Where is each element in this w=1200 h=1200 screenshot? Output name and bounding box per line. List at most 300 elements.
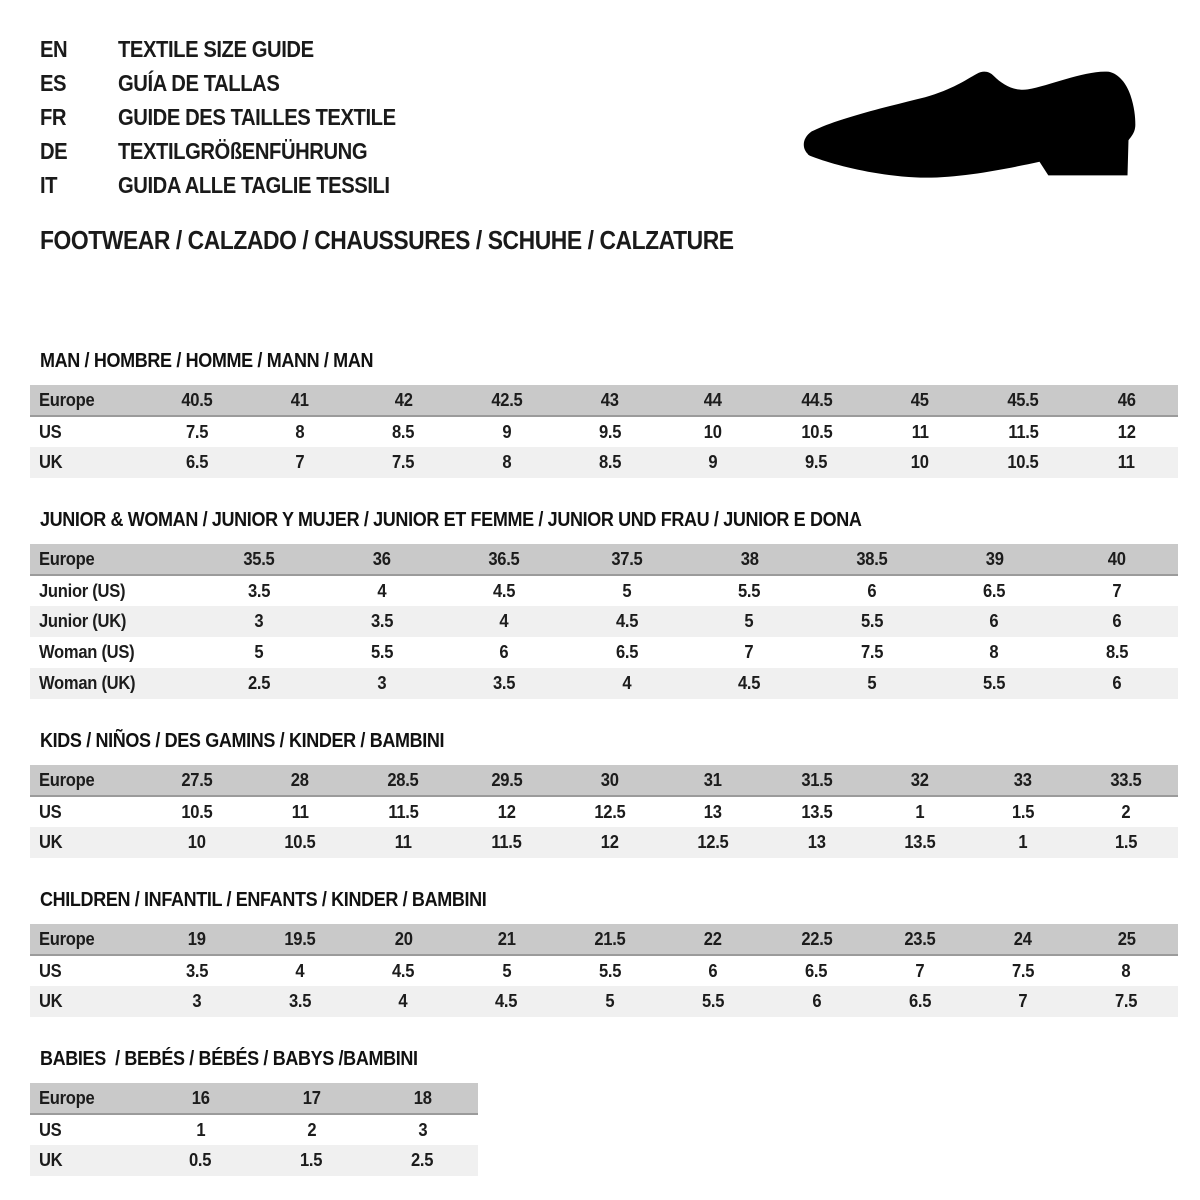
category-heading-text: FOOTWEAR / CALZADO / CHAUSSURES / SCHUHE / CALZATURE <box>40 225 734 255</box>
size-cell <box>321 606 444 637</box>
language-code-text: IT <box>40 171 58 198</box>
size-cell <box>352 796 455 827</box>
size-value: 19 <box>187 928 206 949</box>
size-table-kids <box>30 765 1178 858</box>
size-cell <box>443 544 566 575</box>
size-value: 5 <box>605 991 615 1011</box>
size-value: 11 <box>394 832 412 852</box>
size-cell <box>367 1114 478 1145</box>
row-label-cell <box>30 544 198 575</box>
size-cell <box>765 955 868 986</box>
size-cell <box>971 385 1074 416</box>
size-value: 11.5 <box>1007 421 1039 442</box>
row-label-cell <box>30 796 145 827</box>
size-value: 33 <box>1014 769 1032 790</box>
size-value: 2.5 <box>411 1150 434 1170</box>
size-cell <box>248 924 351 955</box>
table-body <box>30 544 1178 699</box>
size-value: 45 <box>910 389 929 410</box>
size-value: 8.5 <box>598 452 621 472</box>
size-cell <box>1056 637 1179 668</box>
language-label <box>118 70 301 97</box>
size-value: 7.5 <box>1011 960 1035 981</box>
size-cell <box>765 796 868 827</box>
size-cell <box>661 447 764 478</box>
size-value: 12 <box>600 832 619 852</box>
size-value: 8 <box>1121 960 1131 981</box>
size-cell <box>566 668 689 699</box>
table-row <box>30 606 1178 637</box>
size-value: 5 <box>744 611 754 631</box>
size-value: 7 <box>1018 991 1028 1011</box>
size-cell <box>933 637 1056 668</box>
size-table-section-kids <box>30 730 1200 858</box>
size-cell <box>661 924 764 955</box>
size-cell <box>566 575 689 606</box>
size-value: 3 <box>418 1119 427 1140</box>
size-value: 4 <box>499 611 509 631</box>
size-table-section-children <box>30 889 1200 1017</box>
size-value: 7 <box>1112 580 1122 601</box>
size-cell <box>1075 416 1178 447</box>
size-cell <box>455 385 558 416</box>
size-value: 9.5 <box>598 421 621 442</box>
language-code-text: EN <box>40 35 68 62</box>
size-cell <box>661 416 764 447</box>
size-value: 6 <box>1112 673 1122 693</box>
size-cell <box>145 416 248 447</box>
size-cell <box>661 827 764 858</box>
table-title-text: MAN / HOMBRE / HOMME / MANN / MAN <box>40 350 374 372</box>
size-cell <box>765 765 868 796</box>
size-value: 21 <box>497 928 516 949</box>
size-cell <box>352 955 455 986</box>
size-cell <box>198 637 321 668</box>
size-value: 12 <box>497 801 516 822</box>
row-label-cell <box>30 606 198 637</box>
language-label <box>118 104 434 131</box>
size-cell <box>688 668 811 699</box>
size-value: 4.5 <box>495 991 518 1011</box>
size-cell <box>558 827 661 858</box>
size-cell <box>1075 796 1178 827</box>
size-cell <box>455 827 558 858</box>
size-value: 1 <box>1018 832 1028 852</box>
size-table-section-babies <box>30 1048 1200 1176</box>
row-label-cell <box>30 637 198 668</box>
size-value: 20 <box>394 928 413 949</box>
table-row <box>30 924 1178 955</box>
size-value: 19.5 <box>284 928 316 949</box>
size-cell <box>367 1145 478 1176</box>
size-value: 35.5 <box>243 548 275 569</box>
size-cell <box>933 544 1056 575</box>
size-cell <box>765 385 868 416</box>
row-label-text: Junior (US) <box>39 580 126 601</box>
size-value: 16 <box>191 1087 210 1108</box>
size-cell <box>661 955 764 986</box>
size-value: 7.5 <box>1115 991 1138 1011</box>
size-value: 5 <box>254 642 264 662</box>
language-label-text: GUÍA DE TALLAS <box>118 69 280 96</box>
size-cell <box>1056 606 1179 637</box>
size-cell <box>248 385 351 416</box>
size-cell <box>145 765 248 796</box>
size-cell <box>443 575 566 606</box>
size-cell <box>455 796 558 827</box>
size-value: 4 <box>377 580 387 601</box>
size-cell <box>971 955 1074 986</box>
size-cell <box>566 606 689 637</box>
size-value: 9.5 <box>805 452 828 472</box>
size-cell <box>558 385 661 416</box>
size-cell <box>248 416 351 447</box>
size-value: 12.5 <box>594 801 626 822</box>
size-cell <box>367 1083 478 1114</box>
size-cell <box>443 637 566 668</box>
row-label-text: UK <box>39 832 63 852</box>
size-cell <box>145 1114 256 1145</box>
table-body <box>30 1083 478 1176</box>
size-value: 24 <box>1014 928 1032 949</box>
size-cell <box>248 447 351 478</box>
size-table-children <box>30 924 1178 1017</box>
row-label-text: Europe <box>39 548 95 569</box>
row-label-text: Woman (US) <box>39 642 135 662</box>
size-value: 11.5 <box>388 801 419 822</box>
size-value: 42 <box>394 389 413 410</box>
size-value: 4.5 <box>392 960 415 981</box>
row-label-text: UK <box>39 991 63 1011</box>
size-value: 2 <box>307 1119 316 1140</box>
size-value: 5 <box>867 673 877 693</box>
size-cell <box>352 385 455 416</box>
size-cell <box>661 385 764 416</box>
size-value: 10 <box>910 452 929 472</box>
size-value: 38 <box>740 548 759 569</box>
shoe-icon <box>798 60 1150 197</box>
size-value: 36.5 <box>488 548 520 569</box>
row-label-text: Europe <box>39 769 95 790</box>
size-cell <box>933 575 1056 606</box>
size-cell <box>811 668 934 699</box>
size-cell <box>1056 668 1179 699</box>
size-value: 42.5 <box>490 389 523 410</box>
size-value: 3.5 <box>493 673 516 693</box>
size-cell <box>145 796 248 827</box>
size-cell <box>256 1145 367 1176</box>
size-cell <box>321 668 444 699</box>
size-value: 3 <box>377 673 387 693</box>
size-value: 5.5 <box>598 960 621 981</box>
size-value: 28.5 <box>387 769 419 790</box>
size-cell <box>688 637 811 668</box>
size-value: 11 <box>1117 452 1135 472</box>
size-value: 10.5 <box>181 801 213 822</box>
size-value: 6.5 <box>805 960 828 981</box>
size-cell <box>248 986 351 1017</box>
table-row <box>30 416 1178 447</box>
size-value: 10 <box>187 832 206 852</box>
size-cell <box>971 827 1074 858</box>
size-value: 4.5 <box>493 580 516 601</box>
size-cell <box>352 924 455 955</box>
size-value: 17 <box>302 1087 321 1108</box>
size-cell <box>352 986 455 1017</box>
size-cell <box>558 796 661 827</box>
size-value: 40.5 <box>181 389 213 410</box>
size-cell <box>352 827 455 858</box>
size-value: 3 <box>192 991 202 1011</box>
language-label-text: GUIDA ALLE TAGLIE TESSILI <box>118 171 390 198</box>
size-value: 46 <box>1117 389 1136 410</box>
table-title-text: KIDS / NIÑOS / DES GAMINS / KINDER / BAMBINI <box>40 730 445 752</box>
size-value: 1.5 <box>1115 832 1138 852</box>
size-value: 6 <box>708 960 718 981</box>
row-label-cell <box>30 385 145 416</box>
size-cell <box>248 796 351 827</box>
size-cell <box>321 637 444 668</box>
size-value: 8 <box>989 642 999 662</box>
size-value: 13 <box>807 832 826 852</box>
table-row <box>30 637 1178 668</box>
size-cell <box>1075 955 1178 986</box>
size-cell <box>1075 924 1178 955</box>
size-cell <box>765 416 868 447</box>
language-code <box>40 104 118 131</box>
size-cell <box>765 924 868 955</box>
size-value: 13.5 <box>904 832 936 852</box>
language-code <box>40 172 118 199</box>
size-cell <box>868 416 971 447</box>
row-label-text: UK <box>39 452 63 472</box>
size-cell <box>765 986 868 1017</box>
table-row <box>30 447 1178 478</box>
size-cell <box>145 385 248 416</box>
size-value: 6.5 <box>983 580 1006 601</box>
size-value: 43 <box>600 389 619 410</box>
size-cell <box>688 544 811 575</box>
size-value: 5.5 <box>738 580 761 601</box>
size-cell <box>811 575 934 606</box>
size-value: 3.5 <box>248 580 271 601</box>
size-value: 41 <box>291 389 309 410</box>
size-cell <box>1075 385 1178 416</box>
row-label-text: US <box>39 1119 62 1140</box>
size-value: 3 <box>254 611 264 631</box>
size-value: 8.5 <box>392 421 415 442</box>
row-label-text: Junior (UK) <box>39 611 127 631</box>
table-row <box>30 986 1178 1017</box>
size-value: 12 <box>1117 421 1136 442</box>
table-title-kids <box>30 730 1200 752</box>
size-value: 7 <box>915 960 925 981</box>
size-cell <box>765 447 868 478</box>
row-label-cell <box>30 416 145 447</box>
size-cell <box>1075 986 1178 1017</box>
table-title-children <box>30 889 1200 911</box>
row-label-cell <box>30 924 145 955</box>
size-cell <box>566 544 689 575</box>
language-code-text: DE <box>40 137 68 164</box>
size-cell <box>248 827 351 858</box>
size-value: 10.5 <box>284 832 316 852</box>
size-value: 40 <box>1107 548 1126 569</box>
size-cell <box>868 765 971 796</box>
language-label-text: TEXTILE SIZE GUIDE <box>118 35 314 62</box>
row-label-cell <box>30 955 145 986</box>
size-cell <box>765 827 868 858</box>
size-cell <box>868 385 971 416</box>
size-cell <box>1056 544 1179 575</box>
size-cell <box>256 1083 367 1114</box>
table-row <box>30 575 1178 606</box>
size-value: 4.5 <box>738 673 761 693</box>
size-cell <box>811 606 934 637</box>
size-cell <box>558 447 661 478</box>
row-label-cell <box>30 1114 145 1145</box>
size-value: 4.5 <box>615 611 638 631</box>
size-value: 8.5 <box>1105 642 1128 662</box>
size-cell <box>688 575 811 606</box>
size-value: 13.5 <box>800 801 832 822</box>
size-value: 1 <box>915 801 925 822</box>
row-label-cell <box>30 1083 145 1114</box>
language-label-text: TEXTILGRÖßENFÜHRUNG <box>118 137 368 164</box>
size-value: 8 <box>295 421 305 442</box>
size-cell <box>256 1114 367 1145</box>
size-value: 5.5 <box>370 642 393 662</box>
size-value: 1.5 <box>1011 801 1035 822</box>
size-value: 11 <box>291 801 309 822</box>
size-value: 45.5 <box>1007 389 1039 410</box>
table-row <box>30 544 1178 575</box>
size-value: 33.5 <box>1110 769 1142 790</box>
size-cell <box>1075 765 1178 796</box>
size-value: 32 <box>910 769 929 790</box>
size-cell <box>248 955 351 986</box>
size-cell <box>145 447 248 478</box>
language-label <box>118 36 340 63</box>
size-value: 13 <box>704 801 723 822</box>
size-cell <box>145 827 248 858</box>
size-value: 12.5 <box>697 832 729 852</box>
size-cell <box>145 1145 256 1176</box>
table-row <box>30 668 1178 699</box>
size-value: 2.5 <box>248 673 271 693</box>
language-code <box>40 138 118 165</box>
size-cell <box>971 796 1074 827</box>
size-cell <box>455 986 558 1017</box>
size-value: 8 <box>502 452 512 472</box>
size-cell <box>1075 827 1178 858</box>
row-label-text: Europe <box>39 389 95 410</box>
size-value: 6.5 <box>908 991 931 1011</box>
language-code-text: ES <box>40 69 67 96</box>
table-title-text: JUNIOR & WOMAN / JUNIOR Y MUJER / JUNIOR ET FEMME / JUNIOR UND FRAU / JUNIOR E DONA <box>40 509 862 531</box>
table-body <box>30 765 1178 858</box>
size-cell <box>145 1083 256 1114</box>
size-value: 1.5 <box>300 1150 323 1170</box>
size-cell <box>868 986 971 1017</box>
size-cell <box>198 606 321 637</box>
size-cell <box>558 986 661 1017</box>
size-value: 6 <box>499 642 509 662</box>
size-value: 6.5 <box>615 642 638 662</box>
size-value: 30 <box>600 769 619 790</box>
size-cell <box>971 924 1074 955</box>
table-body <box>30 924 1178 1017</box>
row-label-text: Europe <box>39 928 95 949</box>
size-value: 38.5 <box>856 548 888 569</box>
size-value: 10.5 <box>1007 452 1039 472</box>
size-cell <box>352 765 455 796</box>
size-cell <box>455 765 558 796</box>
size-value: 1 <box>196 1119 205 1140</box>
size-value: 28 <box>291 769 309 790</box>
size-value: 21.5 <box>594 928 626 949</box>
size-value: 7.5 <box>860 642 883 662</box>
size-cell <box>321 575 444 606</box>
size-cell <box>971 416 1074 447</box>
size-cell <box>558 924 661 955</box>
category-heading <box>0 202 1200 256</box>
size-value: 0.5 <box>189 1150 212 1170</box>
size-table-babies <box>30 1083 478 1176</box>
size-value: 44.5 <box>800 389 832 410</box>
size-cell <box>661 796 764 827</box>
table-row <box>30 955 1178 986</box>
row-label-text: US <box>39 960 62 981</box>
row-label-cell <box>30 986 145 1017</box>
size-value: 22.5 <box>800 928 832 949</box>
table-row <box>30 385 1178 416</box>
size-cell <box>321 544 444 575</box>
size-value: 36 <box>372 548 391 569</box>
table-row <box>30 827 1178 858</box>
row-label-text: US <box>39 421 62 442</box>
size-table-section-junior-woman <box>30 509 1200 699</box>
size-cell <box>455 924 558 955</box>
table-row <box>30 1114 478 1145</box>
size-value: 3.5 <box>288 991 312 1011</box>
size-value: 2 <box>1121 801 1131 822</box>
table-row <box>30 1083 478 1114</box>
size-value: 6.5 <box>185 452 208 472</box>
size-value: 9 <box>502 421 512 442</box>
size-cell <box>868 924 971 955</box>
language-code <box>40 70 118 97</box>
size-value: 4 <box>622 673 632 693</box>
row-label-cell <box>30 1145 145 1176</box>
size-cell <box>145 955 248 986</box>
size-cell <box>443 668 566 699</box>
size-cell <box>455 955 558 986</box>
size-cell <box>455 416 558 447</box>
size-cell <box>868 796 971 827</box>
size-table-man <box>30 385 1178 478</box>
size-cell <box>868 447 971 478</box>
row-label-cell <box>30 447 145 478</box>
row-label-text: Europe <box>39 1087 95 1108</box>
size-value: 11 <box>911 421 929 442</box>
table-row <box>30 1145 478 1176</box>
size-table-junior-woman <box>30 544 1178 699</box>
table-row <box>30 765 1178 796</box>
size-value: 29.5 <box>490 769 523 790</box>
table-title-text: CHILDREN / INFANTIL / ENFANTS / KINDER / BAMBINI <box>40 889 487 911</box>
size-cell <box>248 765 351 796</box>
